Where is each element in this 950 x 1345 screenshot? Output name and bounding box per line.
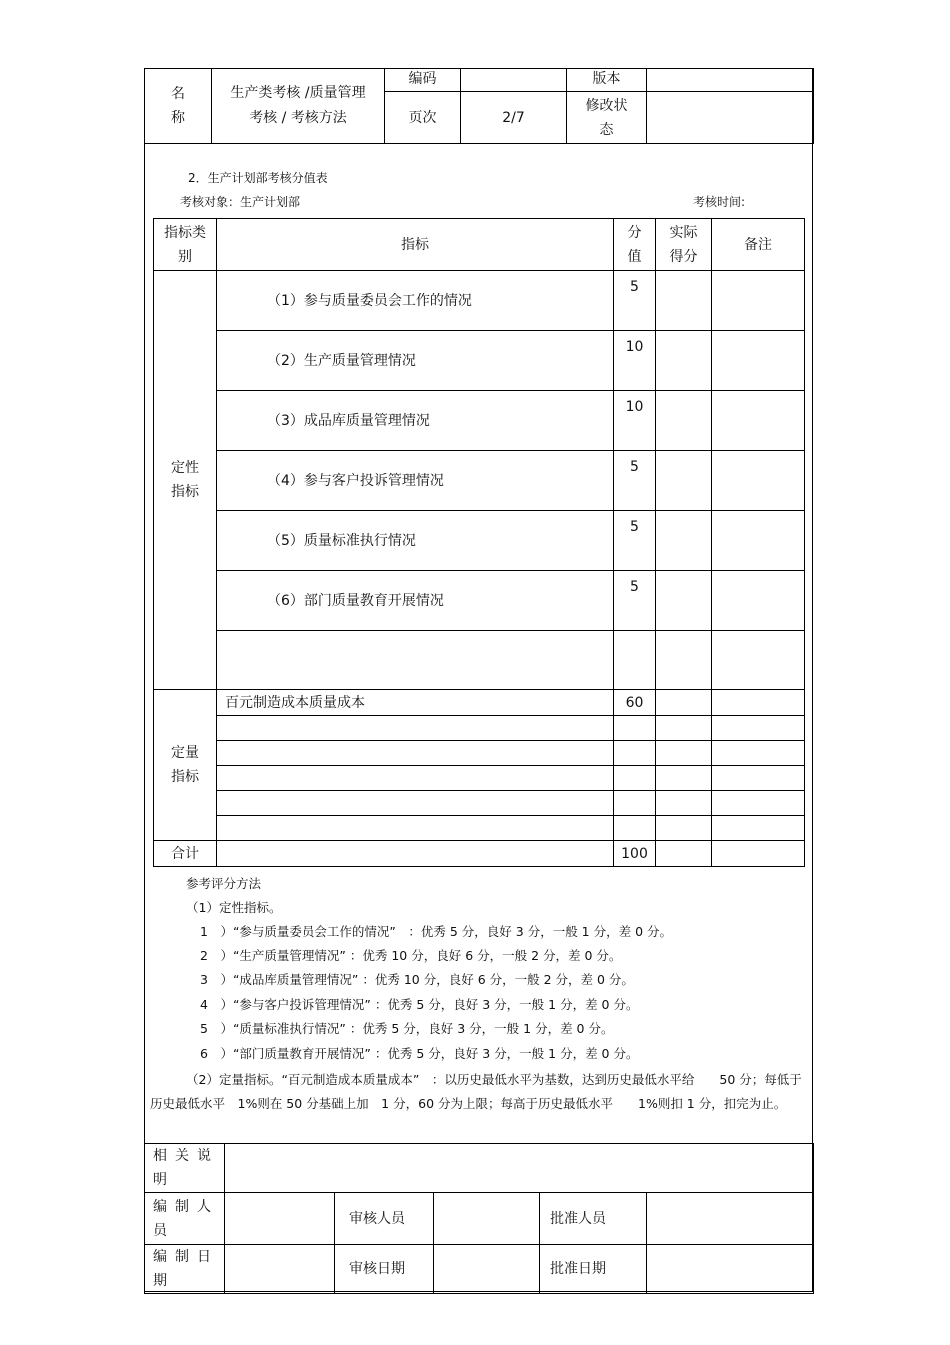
header-table [144,68,814,144]
review-date-value [434,1245,540,1294]
quant-row-1-actual [656,690,712,716]
qual-row-6-score: 5 [614,571,656,631]
qual-row-1-remark [712,271,805,331]
related-label: 相关说明 [145,1144,225,1193]
qual-row-6-actual [656,571,712,631]
author-label: 编制人员 [145,1193,225,1245]
notes-item-2: 2 ）“生产质量管理情况” ：优秀 10 分，良好 6 分，一般 2 分，差 0 分。 [200,948,622,963]
qual-row-5-name: （5）质量标准执行情况 [217,511,614,571]
notes-item-3: 3 ）“成品库质量管理情况” ：优秀 10 分，良好 6 分，一般 2 分，差 0 分。 [200,972,634,987]
qual-row-empty [217,631,614,690]
qual-row-4-score: 5 [614,451,656,511]
header-indicator: 指标 [217,219,614,271]
qual-row-2-score: 10 [614,331,656,391]
total-remark [712,841,805,867]
page-label: 页次 [385,92,461,144]
quant-row-empty [217,716,614,741]
quant-row-1-name: 百元制造成本质量成本 [217,690,614,716]
version-label: 版本 [567,69,647,92]
reviewer-label: 审核人员 [335,1193,434,1245]
qual-row-5-actual [656,511,712,571]
notes-title: 参考评分方法 [186,876,262,891]
quant-row-empty [217,791,614,816]
score-table [153,218,805,867]
name-value: 生产类考核 /质量管理考核 / 考核方法 [212,69,385,144]
page-value: 2/7 [461,92,567,144]
header-category: 指标类别 [154,219,217,271]
author-value [225,1193,335,1245]
total-actual [656,841,712,867]
related-value [225,1144,814,1193]
approver-value [647,1193,814,1245]
total-label: 合计 [154,841,217,867]
qual-row-6-remark [712,571,805,631]
revision-label: 修改状态 [567,92,647,144]
author-date-label: 编制日期 [145,1245,225,1294]
approve-date-label: 批准日期 [540,1245,647,1294]
qual-row-6-name: （6）部门质量教育开展情况 [217,571,614,631]
header-remark: 备注 [712,219,805,271]
quantitative-category: 定量指标 [154,690,217,841]
approver-label: 批准人员 [540,1193,647,1245]
qualitative-category: 定性指标 [154,271,217,690]
section-title: 2．生产计划部考核分值表 [188,171,328,185]
notes-item-6: 6 ）“部门质量教育开展情况” ：优秀 5 分，良好 3 分，一般 1 分，差 0 分。 [200,1046,639,1061]
code-value [461,69,567,92]
qual-row-4-name: （4）参与客户投诉管理情况 [217,451,614,511]
qual-row-5-remark [712,511,805,571]
qual-row-1-name: （1）参与质量委员会工作的情况 [217,271,614,331]
header-actual: 实际得分 [656,219,712,271]
qual-row-2-remark [712,331,805,391]
notes-item-1: 1 ）“参与质量委员会工作的情况” ：优秀 5 分，良好 3 分，一般 1 分，差 0 分。 [200,924,673,939]
quant-row-empty [217,816,614,841]
qual-row-1-score: 5 [614,271,656,331]
name-label: 名 称 [145,69,212,144]
quant-row-empty [217,741,614,766]
total-value: 100 [614,841,656,867]
author-date-value [225,1245,335,1294]
quant-row-empty [217,766,614,791]
notes-item-4: 4 ）“参与客户投诉管理情况” ：优秀 5 分，良好 3 分，一般 1 分，差 0 分。 [200,997,639,1012]
reviewer-value [434,1193,540,1245]
quant-row-1-remark [712,690,805,716]
qual-row-3-remark [712,391,805,451]
notes-item-5: 5 ）“质量标准执行情况” ：优秀 5 分，良好 3 分，一般 1 分，差 0 分。 [200,1021,614,1036]
review-date-label: 审核日期 [335,1245,434,1294]
footer-table [144,1143,814,1294]
notes-qual-title: （1）定性指标。 [186,900,282,915]
qual-row-3-actual [656,391,712,451]
notes-quant-text: （2）定量指标。“百元制造成本质量成本” ：以历史最低水平为基数，达到历史最低水平给 50 分；每低于历史最低水平 1%则在 50 分基础上加 1 分，60 分为上限；每高于历史最低水平 1%则扣 1 分，扣完为止。 [150,1072,802,1111]
qual-row-2-actual [656,331,712,391]
qual-row-4-actual [656,451,712,511]
code-label: 编码 [385,69,461,92]
qual-row-1-actual [656,271,712,331]
qual-row-5-score: 5 [614,511,656,571]
qual-row-3-score: 10 [614,391,656,451]
qual-row-4-remark [712,451,805,511]
version-value [647,69,814,92]
qual-row-3-name: （3）成品库质量管理情况 [217,391,614,451]
header-score: 分值 [614,219,656,271]
qual-row-2-name: （2）生产质量管理情况 [217,331,614,391]
assessment-time: 考核时间: [693,195,746,209]
quant-row-1-score: 60 [614,690,656,716]
total-spacer [217,841,614,867]
approve-date-value [647,1245,814,1294]
assessment-object: 考核对象：生产计划部 [180,195,301,209]
revision-value [647,92,814,144]
